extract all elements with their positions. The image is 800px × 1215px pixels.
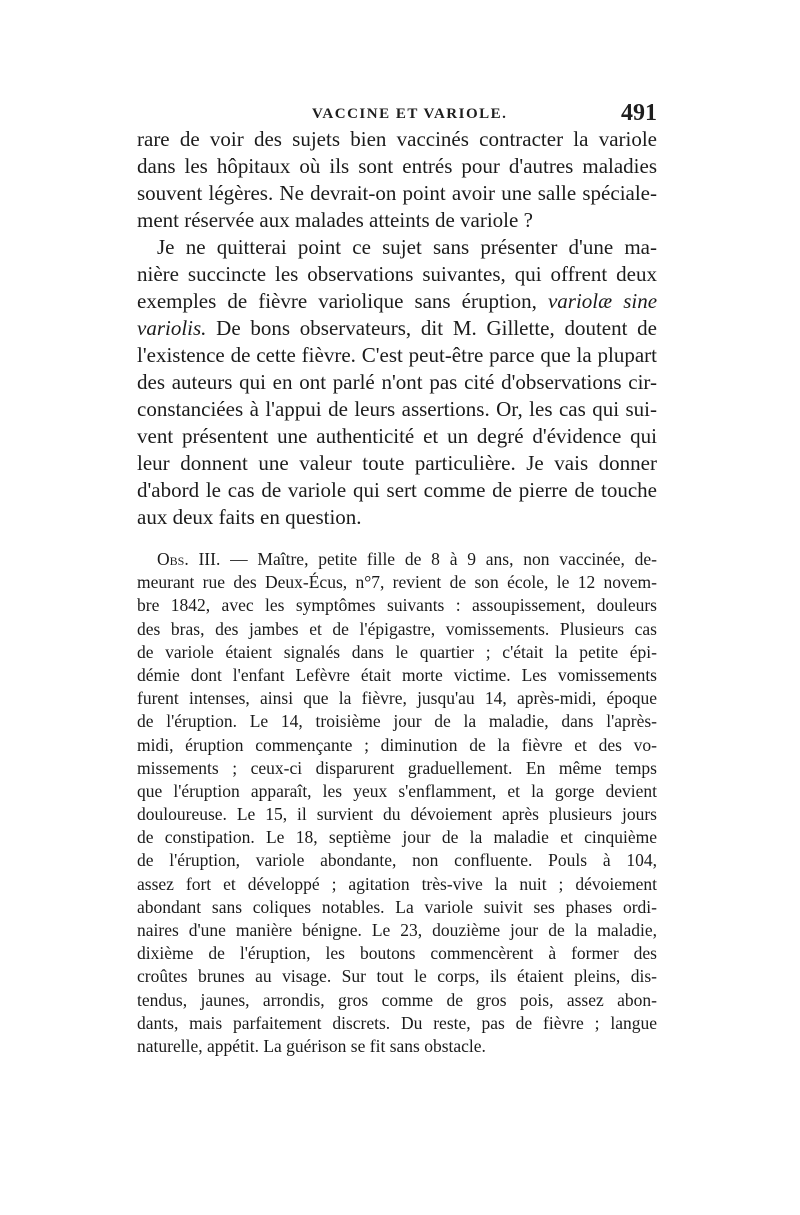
text-fragment: De bons observateurs, dit M. Gillette, doutent de bbox=[216, 316, 658, 340]
text-line: des auteurs qui en ont parlé n'ont pas cité d'observations cir- bbox=[137, 370, 657, 394]
text-line: que l'éruption apparaît, les yeux s'enflamment, et la gorge devient bbox=[137, 780, 657, 801]
text-line: assez fort et développé ; agitation très-vive la nuit ; dévoiement bbox=[137, 873, 657, 894]
text-line: leur donnent une valeur toute particulière. Je vais donner bbox=[137, 451, 657, 475]
text-line: des bras, des jambes et de l'épigastre, vomissements. Plusieurs cas bbox=[137, 618, 657, 639]
observation-block bbox=[137, 548, 657, 1058]
text-line: tendus, jaunes, arrondis, gros comme de gros pois, assez abon- bbox=[137, 989, 657, 1010]
text-line: de variole étaient signalés dans le quartier ; c'était la petite épi- bbox=[137, 641, 657, 662]
text-line bbox=[137, 288, 657, 315]
text-fragment: exemples de fièvre variolique sans éruption, bbox=[137, 289, 537, 313]
text-line: ment réservée aux malades atteints de variole ? bbox=[137, 208, 533, 232]
latin-term: variolæ sine bbox=[547, 289, 658, 313]
text-line: Je ne quitterai point ce sujet sans présenter d'une ma- bbox=[157, 235, 657, 259]
text-line: d'abord le cas de variole qui sert comme de pierre de touche bbox=[137, 478, 657, 502]
text-line: midi, éruption commençante ; diminution de la fièvre et des vo- bbox=[137, 734, 657, 755]
text-fragment: — Maître, petite fille de 8 à 9 ans, non vaccinée, de- bbox=[230, 549, 658, 569]
running-title: VACCINE ET VARIOLE. bbox=[312, 106, 508, 122]
text-line: abondant sans coliques notables. La variole suivit ses phases ordi- bbox=[137, 896, 657, 917]
text-line: dans les hôpitaux où ils sont entrés pour d'autres maladies bbox=[137, 154, 657, 178]
main-paragraphs bbox=[137, 126, 657, 531]
text-line: de l'éruption. Le 14, troisième jour de la maladie, dans l'après- bbox=[137, 711, 657, 732]
page-number: 491 bbox=[621, 100, 657, 126]
text-line: naturelle, appétit. La guérison se fit sans obstacle. bbox=[137, 1035, 486, 1056]
text-line: meurant rue des Deux-Écus, n°7, revient de son école, le 12 novem- bbox=[137, 572, 657, 593]
text-line: aux deux faits en question. bbox=[137, 505, 362, 529]
text-line: constanciées à l'appui de leurs assertions. Or, les cas qui sui- bbox=[137, 397, 657, 421]
text-line: démie dont l'enfant Lefèvre était morte victime. Les vomissements bbox=[137, 664, 657, 685]
text-line: naires d'une manière bénigne. Le 23, douzième jour de la maladie, bbox=[137, 920, 657, 940]
text-line: l'existence de cette fièvre. C'est peut-être parce que la plupart bbox=[137, 343, 657, 367]
text-line: vent présentent une authenticité et un degré d'évidence qui bbox=[137, 424, 657, 448]
text-line bbox=[137, 548, 657, 571]
latin-term: variolis. bbox=[137, 316, 207, 340]
observation-label: Obs. III. bbox=[157, 549, 221, 569]
text-line: douloureuse. Le 15, il survient du dévoiement après plusieurs jours bbox=[137, 804, 657, 825]
text-line: souvent légères. Ne devrait-on point avoir une salle spéciale- bbox=[137, 181, 657, 205]
text-line: rare de voir des sujets bien vaccinés contracter la variole bbox=[137, 127, 657, 151]
text-line: nière succincte les observations suivantes, qui offrent deux bbox=[137, 262, 657, 286]
text-line: missements ; ceux-ci disparurent graduellement. En même temps bbox=[137, 757, 657, 778]
text-line: croûtes brunes au visage. Sur tout le corps, ils étaient pleins, dis- bbox=[137, 966, 657, 987]
text-line bbox=[137, 315, 657, 342]
text-line: furent intenses, ainsi que la fièvre, jusqu'au 14, après-midi, époque bbox=[137, 688, 657, 709]
text-line: dants, mais parfaitement discrets. Du reste, pas de fièvre ; langue bbox=[137, 1012, 657, 1033]
text-line: de l'éruption, variole abondante, non confluente. Pouls à 104, bbox=[137, 850, 657, 871]
text-line: dixième de l'éruption, les boutons commencèrent à former des bbox=[137, 943, 657, 964]
text-line: de constipation. Le 18, septième jour de la maladie et cinquième bbox=[137, 827, 657, 848]
text-line: bre 1842, avec les symptômes suivants : assoupissement, douleurs bbox=[137, 595, 657, 616]
